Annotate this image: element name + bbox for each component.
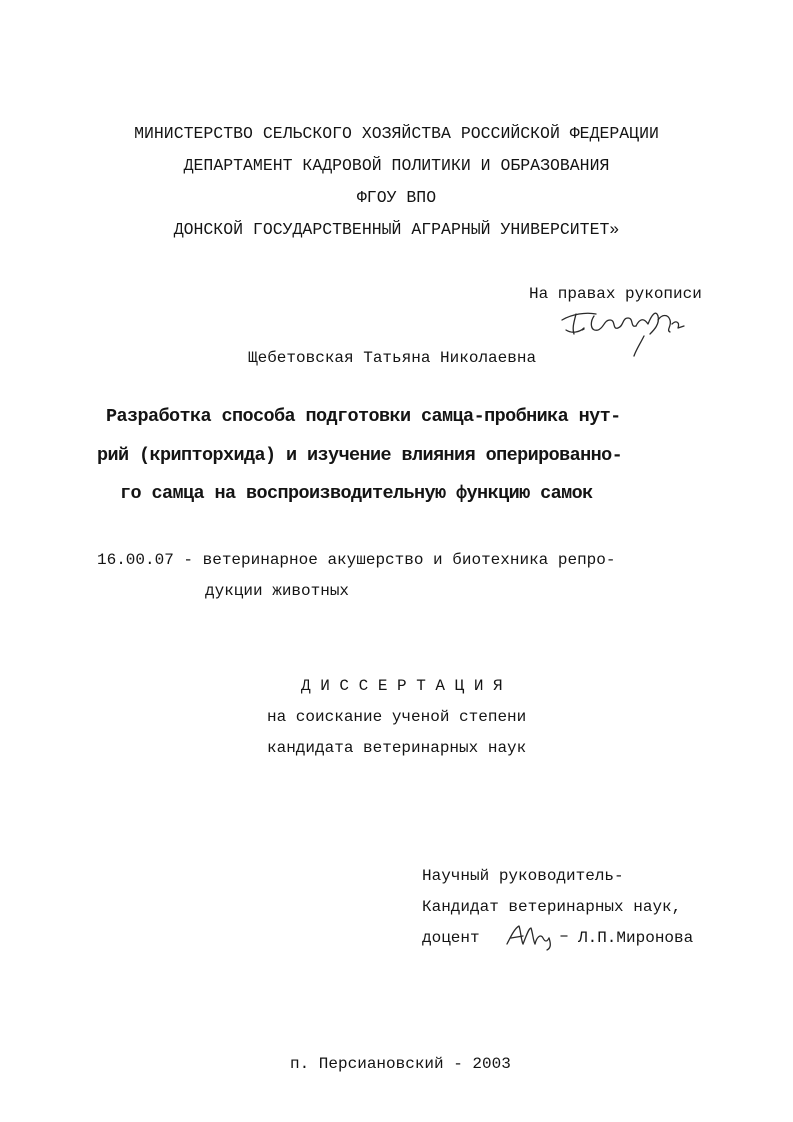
supervisor-name: Л.П.Миронова (578, 929, 694, 947)
degree-line: на соискание ученой степени (267, 708, 527, 726)
department-line: ДЕПАРТАМЕНТ КАДРОВОЙ ПОЛИТИКИ И ОБРАЗОВАНИЯ (183, 156, 610, 175)
title-line: го самца на воспроизводительную функцию самок (120, 483, 593, 504)
institution-type-line: ФГОУ ВПО (356, 188, 437, 207)
supervisor-degree: Кандидат ветеринарных наук, (422, 898, 682, 916)
place-year: п. Персиановский - 2003 (290, 1055, 511, 1073)
supervisor-signature (503, 920, 573, 954)
author-signature (560, 300, 695, 360)
university-line: ДОНСКОЙ ГОСУДАРСТВЕННЫЙ АГРАРНЫЙ УНИВЕРСИТЕТ» (173, 220, 620, 239)
supervisor-position: доцент (422, 929, 480, 947)
degree-line: кандидата ветеринарных наук (267, 739, 527, 757)
title-line: рий (крипторхида) и изучение влияния оперированно- (97, 445, 623, 466)
specialty-line: 16.00.07 - ветеринарное акушерство и биотехника репро- (97, 551, 616, 569)
manuscript-note: На правах рукописи (529, 285, 702, 303)
title-line: Разработка способа подготовки самца-пробника нут- (106, 406, 621, 427)
dissertation-heading: Д И С С Е Р Т А Ц И Я (301, 677, 503, 695)
ministry-line: МИНИСТЕРСТВО СЕЛЬСКОГО ХОЗЯЙСТВА РОССИЙСКОЙ ФЕДЕРАЦИИ (134, 124, 659, 143)
author-name: Щебетовская Татьяна Николаевна (248, 349, 537, 367)
specialty-line: дукции животных (205, 582, 350, 600)
supervisor-label: Научный руководитель- (422, 867, 624, 885)
